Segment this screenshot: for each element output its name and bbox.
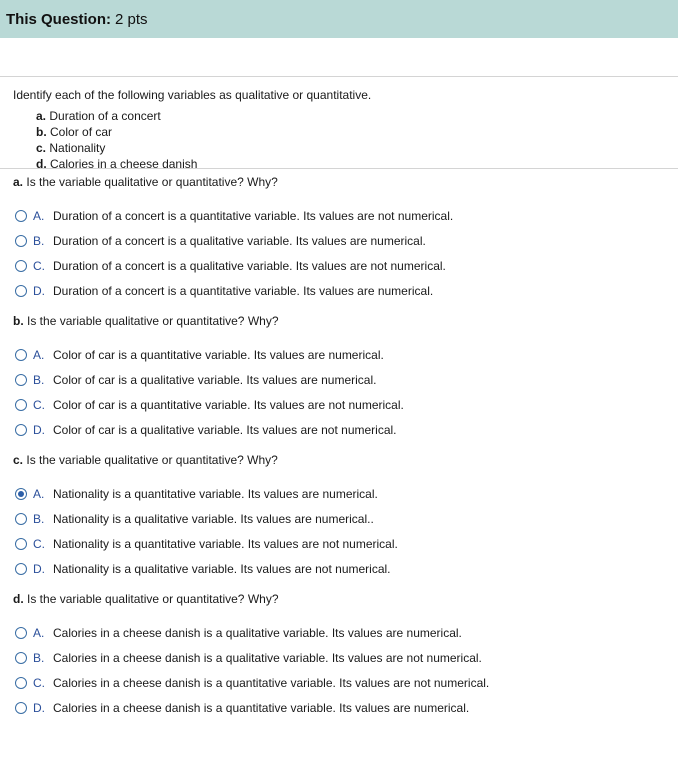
part-prompt-text: Is the variable qualitative or quantitative? Why?: [26, 175, 278, 189]
answer-options: [0, 342, 678, 442]
option-text: Nationality is a quantitative variable. Its values are not numerical.: [53, 536, 398, 551]
variable-item: [36, 108, 678, 124]
variable-letter: d.: [36, 157, 47, 171]
answer-option[interactable]: [0, 417, 678, 442]
part-letter: d.: [13, 592, 24, 606]
answer-option[interactable]: [0, 278, 678, 303]
option-letter: D.: [33, 561, 45, 576]
part-prompt: [0, 586, 678, 612]
radio-icon[interactable]: [15, 424, 27, 436]
radio-icon[interactable]: [15, 210, 27, 222]
answer-option[interactable]: [0, 481, 678, 506]
radio-icon[interactable]: [15, 652, 27, 664]
question-part: [0, 447, 678, 581]
variable-letter: a.: [36, 109, 47, 123]
question-parts: [0, 169, 678, 720]
radio-icon[interactable]: [15, 349, 27, 361]
header-spacer: [0, 38, 678, 76]
option-letter: B.: [33, 372, 45, 387]
option-letter: A.: [33, 486, 45, 501]
answer-option[interactable]: [0, 342, 678, 367]
part-prompt-text: Is the variable qualitative or quantitative? Why?: [27, 314, 279, 328]
option-letter: B.: [33, 511, 45, 526]
question-part: [0, 308, 678, 442]
option-letter: B.: [33, 233, 45, 248]
answer-options: [0, 620, 678, 720]
variable-letter: c.: [36, 141, 47, 155]
option-text: Duration of a concert is a quantitative variable. Its values are not numerical.: [53, 208, 454, 223]
answer-option[interactable]: [0, 253, 678, 278]
question-part: [0, 169, 678, 303]
radio-icon[interactable]: [15, 285, 27, 297]
option-letter: C.: [33, 258, 45, 273]
option-text: Calories in a cheese danish is a qualitative variable. Its values are not numerical.: [53, 650, 482, 665]
option-letter: C.: [33, 675, 45, 690]
part-letter: c.: [13, 453, 24, 467]
question-intro: [0, 77, 678, 171]
variable-item: [36, 124, 678, 140]
radio-icon[interactable]: [15, 374, 27, 386]
answer-option[interactable]: [0, 203, 678, 228]
option-text: Duration of a concert is a qualitative variable. Its values are numerical.: [53, 233, 426, 248]
radio-icon[interactable]: [15, 399, 27, 411]
radio-icon[interactable]: [15, 627, 27, 639]
answer-option[interactable]: [0, 695, 678, 720]
intro-text: Identify each of the following variables as qualitative or quantitative.: [13, 88, 372, 102]
option-text: Calories in a cheese danish is a quantitative variable. Its values are numerical.: [53, 700, 470, 715]
option-text: Nationality is a qualitative variable. Its values are numerical..: [53, 511, 374, 526]
answer-option[interactable]: [0, 556, 678, 581]
part-letter: a.: [13, 175, 24, 189]
radio-dot-icon: [18, 491, 24, 497]
variable-text: Nationality: [49, 141, 106, 155]
answer-options: [0, 481, 678, 581]
option-letter: C.: [33, 397, 45, 412]
radio-icon[interactable]: [15, 677, 27, 689]
part-letter: b.: [13, 314, 24, 328]
question-part: [0, 586, 678, 720]
radio-selected-icon[interactable]: [15, 488, 27, 500]
answer-options: [0, 203, 678, 303]
part-prompt: [0, 308, 678, 334]
option-letter: A.: [33, 625, 45, 640]
radio-icon[interactable]: [15, 563, 27, 575]
option-text: Calories in a cheese danish is a quantitative variable. Its values are not numerical.: [53, 675, 490, 690]
answer-option[interactable]: [0, 228, 678, 253]
answer-option[interactable]: [0, 506, 678, 531]
answer-option[interactable]: [0, 367, 678, 392]
answer-option[interactable]: [0, 392, 678, 417]
option-text: Nationality is a quantitative variable. Its values are numerical.: [53, 486, 378, 501]
option-letter: A.: [33, 208, 45, 223]
radio-icon[interactable]: [15, 235, 27, 247]
option-letter: B.: [33, 650, 45, 665]
radio-icon[interactable]: [15, 538, 27, 550]
question-header: [0, 0, 678, 38]
option-letter: C.: [33, 536, 45, 551]
question-header-label: This Question:: [6, 10, 111, 28]
variable-text: Calories in a cheese danish: [50, 157, 198, 171]
option-text: Calories in a cheese danish is a qualitative variable. Its values are numerical.: [53, 625, 462, 640]
variable-text: Color of car: [50, 125, 113, 139]
radio-icon[interactable]: [15, 260, 27, 272]
option-text: Nationality is a qualitative variable. Its values are not numerical.: [53, 561, 391, 576]
variable-list: [36, 108, 678, 172]
option-text: Duration of a concert is a quantitative variable. Its values are numerical.: [53, 283, 434, 298]
option-text: Color of car is a quantitative variable. Its values are not numerical.: [53, 397, 404, 412]
option-letter: D.: [33, 700, 45, 715]
answer-option[interactable]: [0, 670, 678, 695]
variable-letter: b.: [36, 125, 47, 139]
option-letter: D.: [33, 422, 45, 437]
variable-item: [36, 140, 678, 156]
answer-option[interactable]: [0, 645, 678, 670]
question-points: 2 pts: [115, 10, 148, 28]
radio-icon[interactable]: [15, 513, 27, 525]
variable-text: Duration of a concert: [49, 109, 161, 123]
part-prompt-text: Is the variable qualitative or quantitative? Why?: [27, 592, 279, 606]
option-text: Color of car is a qualitative variable. Its values are numerical.: [53, 372, 377, 387]
answer-option[interactable]: [0, 531, 678, 556]
part-prompt: [0, 447, 678, 473]
option-letter: D.: [33, 283, 45, 298]
part-prompt: [0, 169, 678, 195]
option-letter: A.: [33, 347, 45, 362]
option-text: Color of car is a quantitative variable. Its values are numerical.: [53, 347, 384, 362]
radio-icon[interactable]: [15, 702, 27, 714]
part-prompt-text: Is the variable qualitative or quantitative? Why?: [26, 453, 278, 467]
option-text: Color of car is a qualitative variable. Its values are not numerical.: [53, 422, 397, 437]
option-text: Duration of a concert is a qualitative variable. Its values are not numerical.: [53, 258, 446, 273]
answer-option[interactable]: [0, 620, 678, 645]
